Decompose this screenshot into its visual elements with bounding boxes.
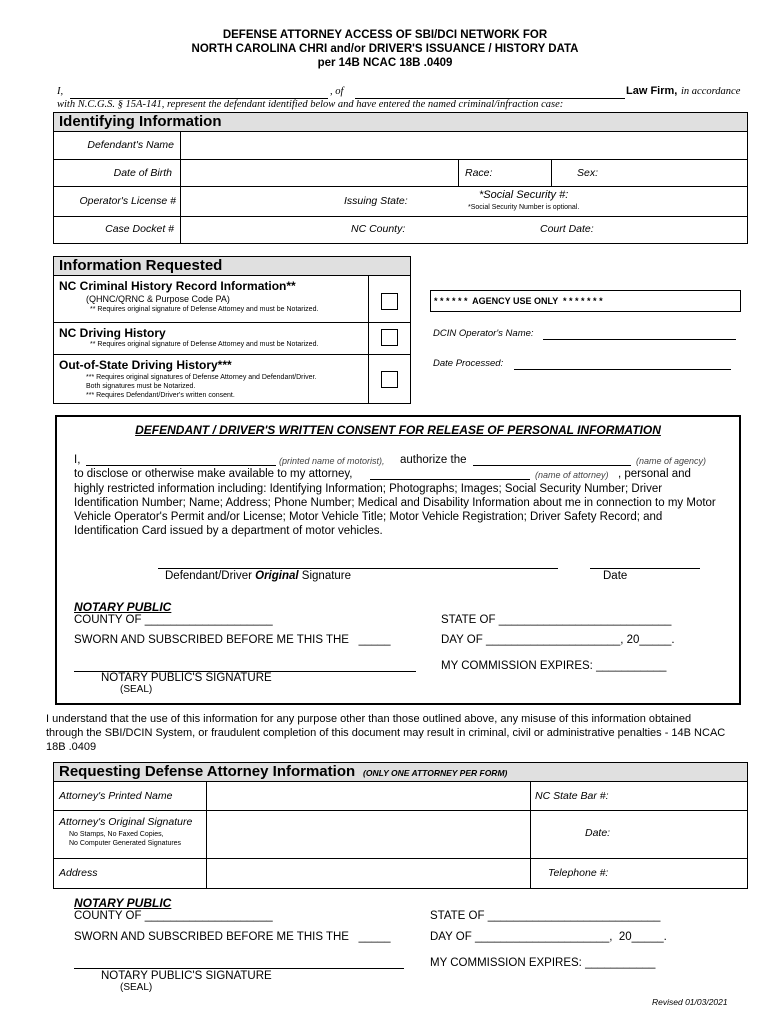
attorney-name-consent-field[interactable] [370,466,530,480]
sig-pre: Defendant/Driver [165,570,252,582]
checkbox-nc-criminal-history[interactable] [381,293,398,310]
notary2-state: STATE OF ___________________________ [430,910,661,922]
court-date-label: Court Date: [540,223,594,235]
intro-line2: with N.C.G.S. § 15A-141, represent the defendant identified below and have entered the named criminal/infraction case: [57,99,564,110]
request-item-title: Out-of-State Driving History*** [59,358,232,372]
notary2-commission: MY COMMISSION EXPIRES: ___________ [430,957,656,969]
dob-field[interactable] [182,160,457,185]
notary2-title: NOTARY PUBLIC [74,896,172,910]
attorney-date-label: Date: [585,827,611,839]
race-label: Race: [465,167,493,179]
defendant-date-line[interactable] [590,568,700,569]
date-processed-label: Date Processed: [433,358,504,369]
sex-label: Sex: [577,167,599,179]
notary1-day: DAY OF _____________________, 20_____. [441,634,675,646]
law-firm-label: Law Firm, [626,85,678,97]
attorney-name-field[interactable] [70,86,328,99]
checkbox-out-of-state-driving-history[interactable] [381,371,398,388]
notary1-title: NOTARY PUBLIC [74,600,172,614]
notary2-sworn: SWORN AND SUBSCRIBED BEFORE ME THIS THE _____ [74,931,391,943]
dcin-operator-label: DCIN Operator's Name: [433,328,534,339]
agency-use-title: * * * * * * AGENCY USE ONLY * * * * * * * [434,296,603,306]
dob-label: Date of Birth [113,167,172,179]
form-title-line2: NORTH CAROLINA CHRI and/or DRIVER'S ISSUANCE / HISTORY DATA [191,43,579,55]
request-item-note: *** Requires original signatures of Defense Attorney and Defendant/Driver. [86,374,317,381]
col-divider [530,781,531,888]
consent-i: I, [74,454,81,466]
attorney-printed-name-label: Attorney's Printed Name [59,790,173,802]
attorney-header [54,763,747,782]
notary2-day: DAY OF _____________________, 20_____. [430,931,667,943]
attorney-signature-field[interactable] [208,811,528,857]
intro-i: I, [57,86,64,97]
no-computer-note: No Computer Generated Signatures [69,840,182,847]
col-divider [458,159,459,186]
case-docket-label: Case Docket # [105,223,174,235]
notary1-county: COUNTY OF ____________________ [74,614,273,626]
row-divider [54,216,747,217]
defendant-name-field[interactable] [182,132,746,158]
notary1-commission: MY COMMISSION EXPIRES: ___________ [441,660,667,672]
row-divider [54,322,410,323]
notary1-state: STATE OF ___________________________ [441,614,672,626]
request-item-note: ** Requires original signature of Defense Attorney and must be Notarized. [90,341,319,348]
notary1-signature-label: NOTARY PUBLIC'S SIGNATURE [101,672,272,684]
request-item-title: NC Criminal History Record Information** [59,279,296,293]
law-firm-field[interactable] [355,86,625,99]
identifying-title: Identifying Information [59,113,222,130]
notary1-sworn: SWORN AND SUBSCRIBED BEFORE ME THIS THE _____ [74,634,391,646]
authorize-text: authorize the [400,454,467,466]
form-title-line3: per 14B NCAC 18B .0409 [317,57,453,69]
operators-license-label: Operator's License # [79,195,176,207]
agency-hint: (name of agency) [636,456,707,466]
motorist-name-field[interactable] [86,452,276,466]
defendant-signature-label [165,570,351,582]
ssn-note: *Social Security Number is optional. [468,204,580,211]
attorney-hint: (name of attorney) [535,470,609,480]
request-item-note: Both signatures must be Notarized. [86,383,196,390]
notary2-signature-line[interactable] [74,968,404,969]
request-item-title: NC Driving History [59,326,166,340]
dcin-operator-field[interactable] [543,330,736,340]
to-disclose-text: to disclose or otherwise make available to my attorney, [74,468,353,480]
requested-title: Information Requested [59,257,223,274]
telephone-label: Telephone #: [548,867,609,879]
request-item-note: ** Requires original signature of Defense Attorney and must be Notarized. [90,306,319,313]
in-accordance: in accordance [681,86,741,97]
row-divider [54,354,410,355]
address-label: Address [59,867,98,879]
checkbox-nc-driving-history[interactable] [381,329,398,346]
personal-text: , personal and [618,468,691,480]
agency-name-field[interactable] [473,452,631,466]
consent-body: highly restricted information including: Identifying Information; Photographs; Images; Social Security Number; Driver Identification Number; Name; Address; Phone Number; Medical and Disability Information about me in connection to my Motor Vehicle Operator's Permit and/or License; Motor Vehicle Title; Motor Vehicle Registration; Driver Safety Record; and Identification Card issued by a department of motor vehicles. [74,483,716,537]
col-divider [368,275,369,403]
defendant-signature-line[interactable] [158,568,558,569]
issuing-state-label: Issuing State: [344,195,408,207]
address-field[interactable] [208,859,528,887]
ssn-label: *Social Security #: [479,189,569,201]
col-divider [551,159,552,186]
nc-state-bar-label: NC State Bar #: [535,790,609,802]
notary2-county: COUNTY OF ____________________ [74,910,273,922]
request-item-sub: (QHNC/QRNC & Purpose Code PA) [86,294,230,304]
date-processed-field[interactable] [514,360,731,370]
revised-date: Revised 01/03/2021 [652,997,728,1007]
intro-of: , of [330,86,344,97]
requested-header [54,257,410,276]
attorney-original-sig-label: Attorney's Original Signature [59,816,193,828]
understand-statement: I understand that the use of this information for any purpose other than those outlined above, any misuse of this information obtained through the SBI/DCIN System, or fraudulent completion of this document may result in criminal, civil or administrative penalties - 14B NCAC 18B .0409 [46,713,726,753]
col-divider [180,131,181,243]
attorney-title: Requesting Defense Attorney Information [59,763,356,780]
request-item-note: *** Requires Defendant/Driver's written consent. [86,392,235,399]
col-divider [206,781,207,888]
defendant-date-label: Date [603,570,628,582]
defendant-name-label: Defendant's Name [87,139,174,151]
form-title-line1: DEFENSE ATTORNEY ACCESS OF SBI/DCI NETWORK FOR [222,29,548,41]
attorney-printed-name-field[interactable] [208,782,528,809]
nc-county-label: NC County: [351,223,406,235]
sig-em: Original [255,570,299,582]
printed-name-hint: (printed name of motorist), [279,456,385,466]
notary2-signature-label: NOTARY PUBLIC'S SIGNATURE [101,970,272,982]
consent-title: DEFENDANT / DRIVER'S WRITTEN CONSENT FOR RELEASE OF PERSONAL INFORMATION [135,423,661,437]
row-divider [54,186,747,187]
notary1-seal: (SEAL) [120,684,153,695]
attorney-subtitle: (ONLY ONE ATTORNEY PER FORM) [363,768,508,778]
sig-post: Signature [301,570,352,582]
no-stamps-note: No Stamps, No Faxed Copies, [69,831,164,838]
identifying-header [54,113,747,132]
notary2-seal: (SEAL) [120,982,153,993]
